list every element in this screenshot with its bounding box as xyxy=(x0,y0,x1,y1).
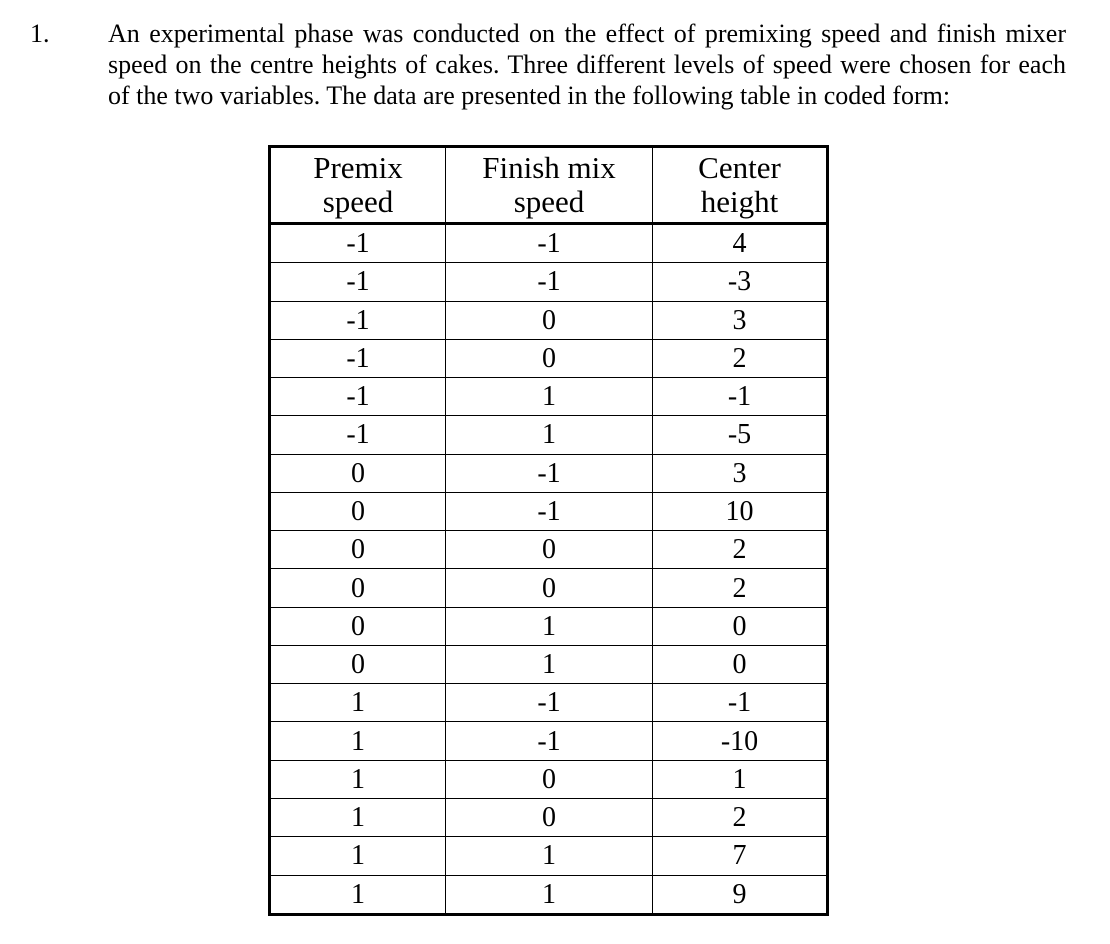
cell-premix-speed: -1 xyxy=(270,224,446,263)
cell-center-height: -1 xyxy=(653,684,828,722)
table-row xyxy=(270,684,828,722)
cell-center-height: -10 xyxy=(653,722,828,760)
cell-premix-speed: 1 xyxy=(270,760,446,798)
table-row xyxy=(270,263,828,301)
cell-finish-mix-speed: -1 xyxy=(446,224,653,263)
cell-premix-speed: 0 xyxy=(270,607,446,645)
cell-center-height: 2 xyxy=(653,569,828,607)
cell-finish-mix-speed: 0 xyxy=(446,760,653,798)
table-row xyxy=(270,760,828,798)
header-line: Premix xyxy=(313,150,403,185)
cell-premix-speed: -1 xyxy=(270,416,446,454)
cell-premix-speed: 0 xyxy=(270,492,446,530)
cell-finish-mix-speed: 1 xyxy=(446,837,653,875)
cell-center-height: 10 xyxy=(653,492,828,530)
header-line: Center xyxy=(698,150,781,185)
question-number: 1. xyxy=(30,19,50,48)
cell-premix-speed: -1 xyxy=(270,378,446,416)
cell-finish-mix-speed: -1 xyxy=(446,492,653,530)
cell-center-height: 9 xyxy=(653,875,828,914)
table-row xyxy=(270,416,828,454)
cell-premix-speed: 0 xyxy=(270,645,446,683)
table-body xyxy=(270,224,828,915)
cell-premix-speed: 1 xyxy=(270,837,446,875)
header-center-height xyxy=(653,147,828,224)
cell-finish-mix-speed: 1 xyxy=(446,378,653,416)
table-row xyxy=(270,837,828,875)
cell-finish-mix-speed: 1 xyxy=(446,607,653,645)
cell-center-height: -5 xyxy=(653,416,828,454)
cell-center-height: 2 xyxy=(653,339,828,377)
cell-finish-mix-speed: 0 xyxy=(446,301,653,339)
cell-premix-speed: 1 xyxy=(270,684,446,722)
cell-premix-speed: 1 xyxy=(270,875,446,914)
table-row xyxy=(270,378,828,416)
cell-finish-mix-speed: 1 xyxy=(446,416,653,454)
table-row xyxy=(270,607,828,645)
header-finish-mix-speed xyxy=(446,147,653,224)
cell-finish-mix-speed: 1 xyxy=(446,645,653,683)
cell-finish-mix-speed: 0 xyxy=(446,531,653,569)
table-row xyxy=(270,454,828,492)
table-row xyxy=(270,492,828,530)
cell-premix-speed: -1 xyxy=(270,301,446,339)
cell-finish-mix-speed: -1 xyxy=(446,722,653,760)
cell-center-height: 7 xyxy=(653,837,828,875)
cell-center-height: 2 xyxy=(653,799,828,837)
header-line: speed xyxy=(322,184,394,219)
table-row xyxy=(270,224,828,263)
table-row xyxy=(270,875,828,914)
cell-finish-mix-speed: -1 xyxy=(446,684,653,722)
cell-premix-speed: -1 xyxy=(270,263,446,301)
cell-finish-mix-speed: 0 xyxy=(446,569,653,607)
cell-finish-mix-speed: -1 xyxy=(446,263,653,301)
question-text: An experimental phase was conducted on the effect of premixing speed and finish mixer speed on the centre heights of cakes. Three different levels of speed were chosen for each of the two variables. The data are presented in the following table in coded form: xyxy=(108,19,1066,110)
cell-center-height: 2 xyxy=(653,531,828,569)
table-header-row xyxy=(270,147,828,224)
cell-center-height: 0 xyxy=(653,607,828,645)
header-line: height xyxy=(700,184,779,219)
table-row xyxy=(270,531,828,569)
cell-center-height: -1 xyxy=(653,378,828,416)
cell-finish-mix-speed: 0 xyxy=(446,799,653,837)
cell-premix-speed: -1 xyxy=(270,339,446,377)
table-row xyxy=(270,301,828,339)
cell-premix-speed: 0 xyxy=(270,454,446,492)
data-table xyxy=(268,145,829,916)
cell-premix-speed: 0 xyxy=(270,569,446,607)
cell-finish-mix-speed: 0 xyxy=(446,339,653,377)
table-row xyxy=(270,799,828,837)
cell-finish-mix-speed: 1 xyxy=(446,875,653,914)
cell-center-height: 1 xyxy=(653,760,828,798)
cell-premix-speed: 0 xyxy=(270,531,446,569)
table-row xyxy=(270,569,828,607)
header-line: speed xyxy=(513,184,585,219)
cell-center-height: 4 xyxy=(653,224,828,263)
data-table-container xyxy=(268,145,826,916)
cell-center-height: 3 xyxy=(653,454,828,492)
cell-center-height: -3 xyxy=(653,263,828,301)
table-row xyxy=(270,339,828,377)
cell-center-height: 3 xyxy=(653,301,828,339)
cell-premix-speed: 1 xyxy=(270,722,446,760)
table-row xyxy=(270,645,828,683)
table-row xyxy=(270,722,828,760)
cell-center-height: 0 xyxy=(653,645,828,683)
cell-finish-mix-speed: -1 xyxy=(446,454,653,492)
header-line: Finish mix xyxy=(482,150,616,185)
header-premix-speed xyxy=(270,147,446,224)
cell-premix-speed: 1 xyxy=(270,799,446,837)
